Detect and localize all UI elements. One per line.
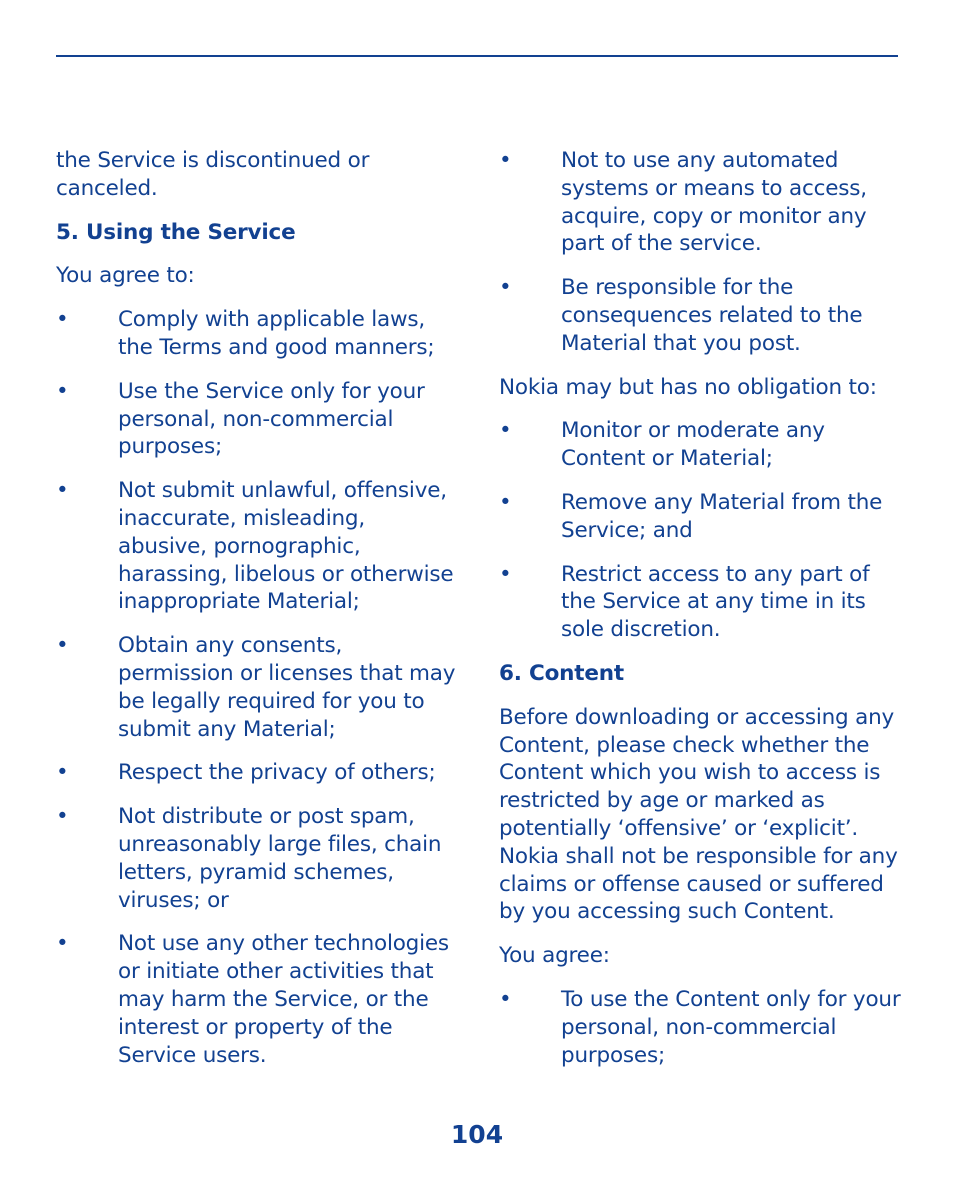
list-item-text: To use the Content only for your personal, non-commercial purposes; xyxy=(561,986,901,1068)
list-item-text: Not submit unlawful, offensive, inaccurate, misleading, abusive, pornographic, harassing, libelous or otherwise inappropriate Material; xyxy=(118,478,454,615)
list-item-text: Comply with applicable laws, the Terms and good manners; xyxy=(118,307,435,360)
bullet-icon: • xyxy=(499,148,512,173)
agree-list-continued xyxy=(499,147,903,358)
list-item-text: Remove any Material from the Service; and xyxy=(561,489,883,543)
content-paragraph: Before downloading or accessing any Content, please check whether the Content which you wish to access is restricted by age or marked as potentially ‘offensive’ or ‘explicit’. Nokia shall not be responsible for any claims or offense caused or suffered by you accessing such Content. xyxy=(499,704,898,925)
bullet-icon: • xyxy=(56,931,69,957)
list-item xyxy=(56,759,460,787)
bullet-icon: • xyxy=(499,986,512,1012)
list-item xyxy=(56,306,460,362)
bullet-icon: • xyxy=(56,633,69,659)
list-item-text: Respect the privacy of others; xyxy=(118,760,436,786)
left-column xyxy=(56,147,460,1085)
page-number: 104 xyxy=(450,1120,504,1149)
list-item xyxy=(499,561,903,644)
list-item-text: Monitor or moderate any Content or Material; xyxy=(561,418,825,472)
bullet-icon: • xyxy=(499,489,512,515)
list-item-text: Not use any other technologies or initiate other activities that may harm the Service, or the interest or property of the Service users. xyxy=(118,931,449,1068)
list-item xyxy=(499,489,903,545)
bullet-icon: • xyxy=(56,760,69,786)
bullet-icon: • xyxy=(56,478,69,504)
list-item xyxy=(56,477,460,616)
content-agree-list xyxy=(499,986,903,1069)
list-item-text: Use the Service only for your personal, non-commercial purposes; xyxy=(118,378,425,460)
agree-intro: You agree to: xyxy=(56,263,195,289)
right-column xyxy=(499,147,903,1085)
nokia-obligation-list xyxy=(499,417,903,644)
list-item-text: Obtain any consents, permission or licenses that may be legally required for you to submit any Material; xyxy=(118,633,456,742)
list-item-text: Not to use any automated systems or means to access, acquire, copy or monitor any part of the service. xyxy=(561,148,867,257)
section-5-heading: 5. Using the Service xyxy=(56,219,296,245)
list-item xyxy=(56,930,460,1069)
bullet-icon: • xyxy=(499,561,512,587)
list-item xyxy=(499,147,903,258)
list-item-text: Be responsible for the consequences related to the Material that you post. xyxy=(561,275,863,356)
nokia-obligation-intro: Nokia may but has no obligation to: xyxy=(499,374,877,400)
bullet-icon: • xyxy=(499,418,512,444)
agree-list xyxy=(56,306,460,1069)
section-6-heading: 6. Content xyxy=(499,660,624,686)
content-agree-intro: You agree: xyxy=(499,943,610,969)
list-item xyxy=(56,378,460,461)
list-item-text: Restrict access to any part of the Service at any time in its sole discretion. xyxy=(561,561,870,643)
list-item-text: Not distribute or post spam, unreasonably large files, chain letters, pyramid schemes, viruses; or xyxy=(118,804,442,913)
list-item xyxy=(56,803,460,914)
bullet-icon: • xyxy=(56,804,69,830)
bullet-icon: • xyxy=(56,378,69,404)
bullet-icon: • xyxy=(499,275,512,301)
list-item xyxy=(499,417,903,473)
list-item xyxy=(56,632,460,743)
bullet-icon: • xyxy=(56,307,69,333)
list-item xyxy=(499,274,903,357)
header-rule xyxy=(56,55,898,57)
continued-paragraph: the Service is discontinued or canceled. xyxy=(56,148,370,201)
list-item xyxy=(499,986,903,1069)
